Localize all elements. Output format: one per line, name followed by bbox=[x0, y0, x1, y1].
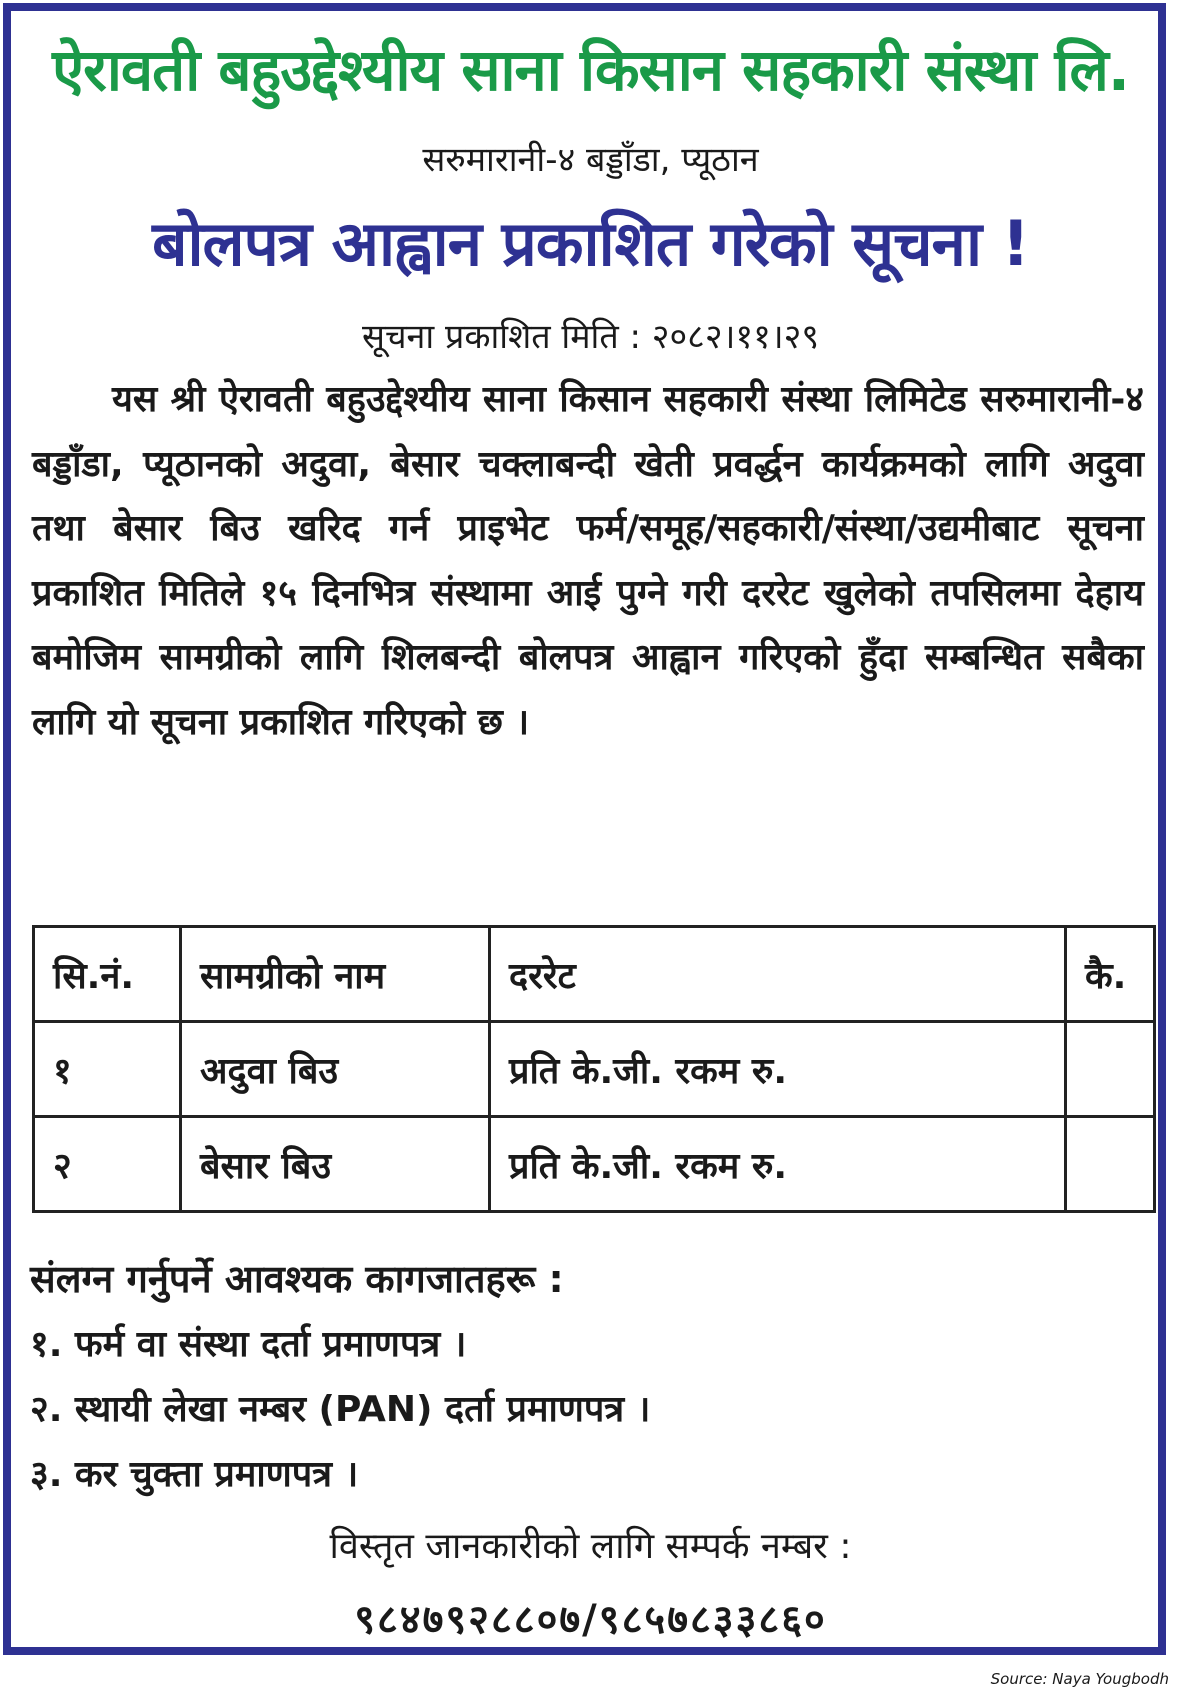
table-header-row bbox=[34, 927, 1155, 1022]
col-remarks: कै. bbox=[1066, 927, 1155, 1022]
items-table bbox=[32, 925, 1156, 1213]
cell-item-name: बेसार बिउ bbox=[181, 1117, 490, 1212]
notice-body: यस श्री ऐरावती बहुउद्देश्यीय साना किसान सहकारी संस्था लिमिटेड सरुमारानी-४ बड्डाँडा, प्यूठानको अदुवा, बेसार चक्लाबन्दी खेती प्रवर्द्धन कार्यक्रमको लागि अदुवा तथा बेसार बिउ खरिद गर्न प्राइभेट फर्म/समूह/सहकारी/संस्था/उद्यमीबाट सूचना प्रकाशित मितिले १५ दिनभित्र संस्थामा आई पुग्ने गरी दररेट खुलेको तपसिलमा देहाय बमोजिम सामग्रीको लागि शिलबन्दी बोलपत्र आह्वान गरिएको हुँदा सम्बन्धित सबैका लागि यो सूचना प्रकाशित गरिएको छ । bbox=[32, 379, 1144, 743]
col-sn: सि.नं. bbox=[34, 927, 181, 1022]
attachment-item: २. स्थायी लेखा नम्बर (PAN) दर्ता प्रमाणपत्र । bbox=[30, 1389, 651, 1430]
cell-remarks bbox=[1066, 1022, 1155, 1117]
contact-label: विस्तृत जानकारीको लागि सम्पर्क नम्बर : bbox=[329, 1526, 852, 1567]
contact-numbers: ९८४७९२८८०७/९८५७८३३८६० bbox=[354, 1597, 827, 1643]
cell-sn: २ bbox=[34, 1117, 181, 1212]
notice-heading: बोलपत्र आह्वान प्रकाशित गरेको सूचना ! bbox=[152, 207, 1029, 280]
cell-remarks bbox=[1066, 1117, 1155, 1212]
org-name: ऐरावती बहुउद्देश्यीय साना किसान सहकारी संस्था लि. bbox=[52, 36, 1129, 104]
col-item-name: सामग्रीको नाम bbox=[181, 927, 490, 1022]
table-row bbox=[34, 1117, 1155, 1212]
attachments-heading: संलग्न गर्नुपर्ने आवश्यक कागजातहरू : bbox=[30, 1257, 564, 1301]
cell-item-name: अदुवा बिउ bbox=[181, 1022, 490, 1117]
cell-sn: १ bbox=[34, 1022, 181, 1117]
source-credit: Source: Naya Yougbodh bbox=[990, 1670, 1169, 1688]
cell-rate: प्रति के.जी. रकम रु. bbox=[490, 1022, 1066, 1117]
col-rate: दररेट bbox=[490, 927, 1066, 1022]
publish-date: सूचना प्रकाशित मिति : २०८२।११।२९ bbox=[361, 317, 820, 357]
cell-rate: प्रति के.जी. रकम रु. bbox=[490, 1117, 1066, 1212]
table-row bbox=[34, 1022, 1155, 1117]
attachment-item: ३. कर चुक्ता प्रमाणपत्र । bbox=[30, 1454, 359, 1495]
org-address: सरुमारानी-४ बड्डाँडा, प्यूठान bbox=[422, 140, 759, 180]
attachment-item: १. फर्म वा संस्था दर्ता प्रमाणपत्र । bbox=[30, 1324, 467, 1365]
